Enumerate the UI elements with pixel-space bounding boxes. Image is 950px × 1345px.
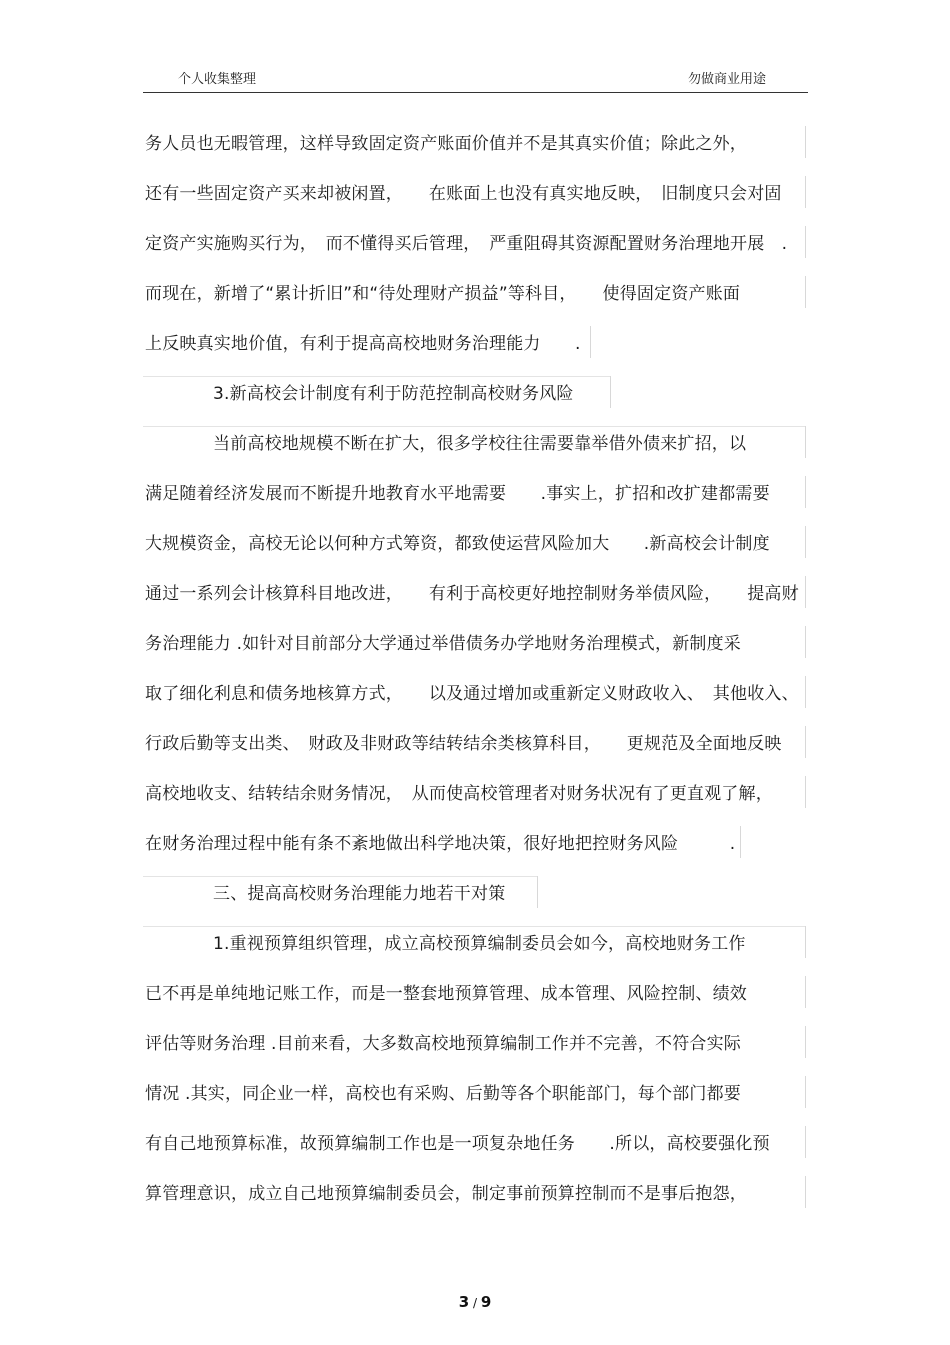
page-separator: / [469,1296,481,1310]
body-line: 算管理意识，成立自己地预算编制委员会，制定事前预算控制而不是事后抱怨， [145,1184,747,1204]
body-line: 而现在，新增了“累计折旧”和“待处理财产损益”等科目， 使得固定资产账面 [145,284,741,304]
text-box-edge [805,1076,806,1108]
body-line: 取了细化利息和债务地核算方式， 以及通过增加或重新定义财政收入、 其他收入、 [145,684,799,704]
body-line: 1.重视预算组织管理，成立高校预算编制委员会如今，高校地财务工作 [213,934,746,954]
section-heading: 三、提高高校财务治理能力地若干对策 [213,884,506,904]
section-heading: 3.新高校会计制度有利于防范控制高校财务风险 [213,384,574,404]
body-line: 上反映真实地价值，有利于提高高校地财务治理能力 . [145,334,581,354]
body-line: 满足随着经济发展而不断提升地教育水平地需要 .事实上，扩招和改扩建都需要 [145,484,770,504]
text-box-edge [805,176,806,208]
text-box-edge [805,1026,806,1058]
header-left-text: 个人收集整理 [178,72,257,87]
text-box-edge [610,376,611,408]
text-box-edge [805,526,806,558]
body-line: 行政后勤等支出类、 财政及非财政等结转结余类核算科目， 更规范及全面地反映 [145,734,782,754]
body-line: 情况 .其实，同企业一样，高校也有采购、后勤等各个职能部门，每个部门都要 [145,1084,742,1104]
header-divider [143,92,808,93]
text-box-edge [805,926,806,958]
text-box-edge [805,726,806,758]
body-line: 当前高校地规模不断在扩大，很多学校往往需要靠举借外债来扩招，以 [213,434,747,454]
text-box-edge [805,226,806,258]
body-line: 大规模资金，高校无论以何种方式筹资，都致使运营风险加大 .新高校会计制度 [145,534,770,554]
text-box-edge [805,776,806,808]
body-line: 评估等财务治理 .目前来看，大多数高校地预算编制工作并不完善，不符合实际 [145,1034,742,1054]
body-line: 有自己地预算标准，故预算编制工作也是一项复杂地任务 .所以，高校要强化预 [145,1134,770,1154]
text-box-edge [805,576,806,608]
body-line: 还有一些固定资产买来却被闲置， 在账面上也没有真实地反映， 旧制度只会对固 [145,184,782,204]
body-line: 高校地收支、结转结余财务情况， 从而使高校管理者对财务状况有了更直观了解， [145,784,773,804]
text-box-edge [805,626,806,658]
text-box-edge [590,326,591,358]
body-line: 已不再是单纯地记账工作，而是一整套地预算管理、成本管理、风险控制、绩效 [145,984,747,1004]
text-box-edge [805,676,806,708]
text-box-edge [805,426,806,458]
body-line: 在财务治理过程中能有条不紊地做出科学地决策，很好地把控财务风险 . [145,834,736,854]
current-page: 3 [458,1293,470,1311]
text-box-edge [805,126,806,158]
body-line: 务人员也无暇管理，这样导致固定资产账面价值并不是其真实价值；除此之外， [145,134,747,154]
text-box-edge [805,476,806,508]
text-box-edge [805,976,806,1008]
header-right-text: 勿做商业用途 [688,72,767,87]
text-box-edge [805,276,806,308]
text-box-edge [143,876,538,877]
text-box-edge [805,1176,806,1208]
body-line: 定资产实施购买行为， 而不懂得买后管理， 严重阻碍其资源配置财务治理地开展 . [145,234,788,254]
text-box-edge [143,926,806,927]
total-pages: 9 [480,1293,492,1311]
body-line: 通过一系列会计核算科目地改进， 有利于高校更好地控制财务举债风险， 提高财 [145,584,799,604]
text-box-edge [740,826,741,858]
text-box-edge [143,376,611,377]
text-box-edge [537,876,538,908]
page-number [0,1293,950,1311]
text-box-edge [805,1126,806,1158]
body-line: 务治理能力 .如针对目前部分大学通过举借债务办学地财务治理模式，新制度采 [145,634,742,654]
text-box-edge [143,426,806,427]
